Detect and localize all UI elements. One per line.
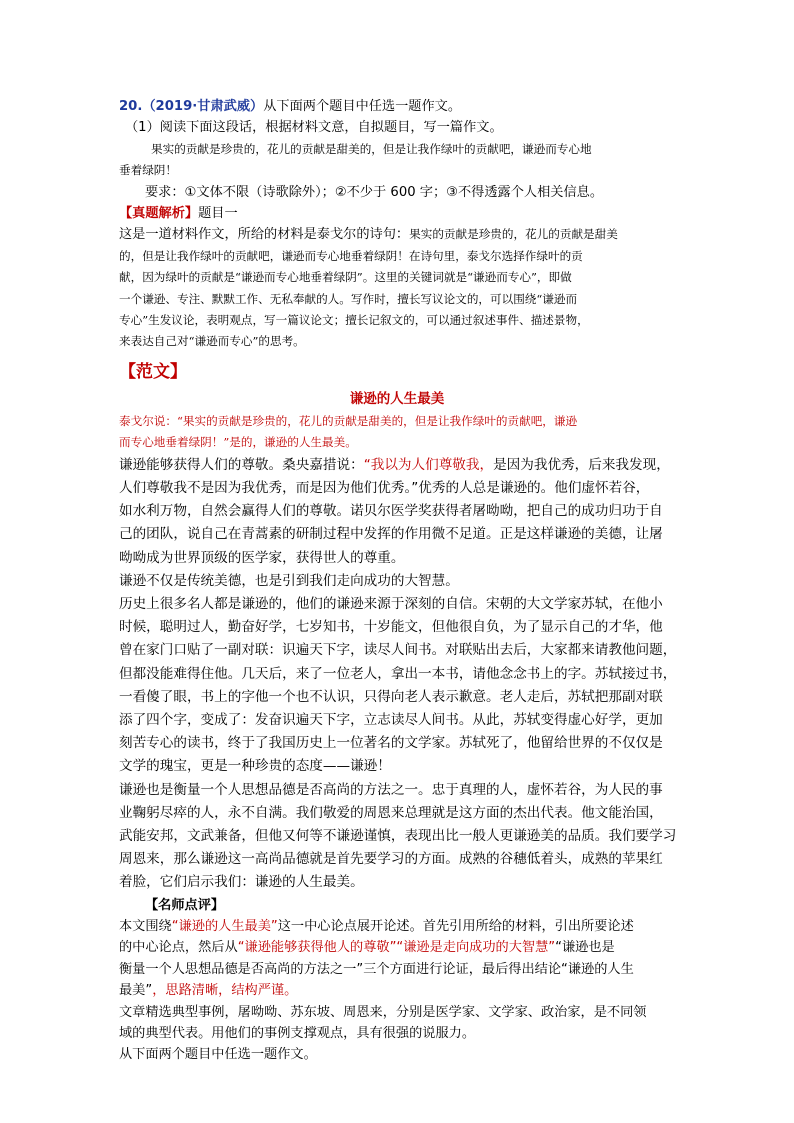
material-quote-line-2: 垂着绿阴！	[119, 163, 177, 178]
comment-line: 衡量一个人思想品德是否高尚的方法之一”三个方面进行论证，最后得出结论“谦逊的人生	[119, 961, 634, 977]
comment-line: 最美”，思路清晰，结构严谨。	[119, 983, 298, 999]
essay-paragraph-line: 己的团队，说自己在青蒿素的研制过程中发挥的作用微不足道。正是这样谦逊的美德，让屠	[119, 526, 663, 543]
essay-paragraph-line: 谦逊不仅是传统美德，也是引到我们走向成功的大智慧。	[119, 572, 459, 589]
essay-paragraph-line: 周恩来，那么谦逊这一高尚品德就是首先要学习的方面。成熟的谷穗低着头，成熟的苹果红	[119, 851, 663, 868]
material-quote-line-1: 果实的贡献是珍贵的，花儿的贡献是甜美的，但是让我作绿叶的贡献吧，谦逊而专心地	[151, 141, 592, 156]
essay-paragraph-line: 曾在家门口贴了一副对联：识遍天下字，读尽人间书。对联贴出去后，大家都来请教他问题，	[119, 642, 677, 659]
model-essay-label: 【范文】	[119, 361, 187, 382]
analysis-line: 来表达自己对“谦逊而专心”的思考。	[119, 334, 305, 349]
analysis-line: 一个谦逊、专注、默默工作、无私奉献的人。写作时，擅长写议论文的，可以围绕“谦逊而	[119, 291, 578, 306]
essay-paragraph-line: 业鞠躬尽瘁的人，永不自满。我们敬爱的周恩来总理就是这方面的杰出代表。他文能治国，	[119, 804, 663, 821]
essay-paragraph-line: 历史上很多名人都是谦逊的，他们的谦逊来源于深刻的自信。宋朝的大文学家苏轼，在他小	[119, 595, 663, 612]
analysis-line: 献，因为绿叶的贡献是“谦逊而专心地垂着绿阴”。这里的关键词就是“谦逊而专心”，即做	[119, 270, 572, 285]
analysis-label: 【真题解析】	[119, 206, 199, 222]
essay-title: 谦逊的人生最美	[349, 390, 445, 407]
essay-paragraph-line: 人们尊敬我不是因为我优秀，而是因为他们优秀。”优秀的人总是谦逊的。他们虚怀若谷，	[119, 479, 650, 496]
essay-intro-line-2: 而专心地垂着绿阴！”是的，谦逊的人生最美。	[119, 435, 357, 450]
analysis-heading	[119, 203, 675, 224]
essay-paragraph-line: 呦呦成为世界顶级的医学家，获得世人的尊重。	[119, 549, 405, 566]
question-number: 20.	[119, 99, 143, 114]
comment-line: 的中心论点，然后从“谦逊能够获得他人的尊敬”“谦逊是走向成功的大智慧”“谦逊也是	[119, 940, 615, 956]
question-prompt: 从下面两个题目中任选一题作文。	[263, 99, 462, 114]
analysis-line: 专心”生发议论，表明观点，写一篇议论文；擅长记叙文的，可以通过叙述事件、描述景物，	[119, 313, 589, 328]
analysis-line: 的，但是让我作绿叶的贡献吧，谦逊而专心地垂着绿阴！在诗句里，泰戈尔选择作绿叶的贡	[119, 248, 583, 263]
essay-paragraph-line: 添了四个字，变成了：发奋识遍天下字，立志读尽人间书。从此，苏轼变得虚心好学，更加	[119, 711, 663, 728]
essay-paragraph-line: 但都没能难得住他。几天后，来了一位老人，拿出一本书，请他念念书上的字。苏轼接过书，	[119, 665, 677, 682]
essay-paragraph-line: 文学的瑰宝，更是一种珍贵的态度——谦逊！	[119, 758, 391, 775]
essay-paragraph-line: 如水利万物，自然会赢得人们的尊敬。诺贝尔医学奖获得者屠呦呦，把自己的成功归功于自	[119, 503, 663, 520]
comment-line: 文章精选典型事例，屠呦呦、苏东坡、周恩来，分别是医学家、文学家、政治家，是不同领	[119, 1004, 647, 1020]
essay-paragraph-line: 谦逊能够获得人们的尊敬。桑央嘉措说：“我以为人们尊敬我，是因为我优秀，后来我发现，	[119, 456, 670, 473]
comment-line: 域的典型代表。用他们的事例支撑观点，具有很强的说服力。	[119, 1025, 476, 1041]
comment-line: 本文围绕“谦逊的人生最美”这一中心论点展开论述。首先引用所给的材料，引出所要论述	[119, 918, 634, 934]
essay-paragraph-line: 刻苦专心的读书，终于了我国历史上一位著名的文学家。苏轼死了，他留给世界的不仅仅是	[119, 735, 663, 752]
question-source: （2019·甘肃武威）	[142, 99, 264, 114]
essay-paragraph-line: 谦逊也是衡量一个人思想品德是否高尚的方法之一。忠于真理的人，虚怀若谷，为人民的事	[119, 781, 663, 798]
analysis-label-suffix: 题目一	[198, 206, 238, 222]
essay-paragraph-line: 一看傻了眼，书上的字他一个也不认识，只得向老人表示歉意。老人走后，苏轼把那副对联	[119, 688, 663, 705]
essay-paragraph-line: 着脸，它们启示我们：谦逊的人生最美。	[119, 874, 364, 891]
essay-paragraph-line: 时候，聪明过人，勤奋好学，七岁知书，十岁能文，但他很自负，为了显示自己的才华，他	[119, 619, 663, 636]
teacher-comment-label	[119, 895, 675, 916]
question-heading	[119, 96, 675, 117]
question-item-1: （1）阅读下面这段话，根据材料文意，自拟题目，写一篇作文。	[125, 120, 503, 136]
comment-line: 从下面两个题目中任选一题作文。	[119, 1047, 317, 1063]
comment-label-text: 【名师点评】	[145, 897, 225, 913]
essay-paragraph-line: 武能安邦，文武兼备，但他又何等不谦逊谨慎，表现出比一般人更谦逊美的品质。我们要学习	[119, 827, 677, 844]
analysis-line: 这是一道材料作文，所给的材料是泰戈尔的诗句：果实的贡献是珍贵的，花儿的贡献是甜美	[119, 227, 618, 243]
document-page	[119, 96, 675, 1066]
essay-intro-line-1: 泰戈尔说：“果实的贡献是珍贵的，花儿的贡献是甜美的，但是让我作绿叶的贡献吧，谦逊	[119, 413, 578, 428]
question-requirements: 要求：①文体不限（诗歌除外）；②不少于 600 字；③不得透露个人相关信息。	[145, 184, 604, 200]
